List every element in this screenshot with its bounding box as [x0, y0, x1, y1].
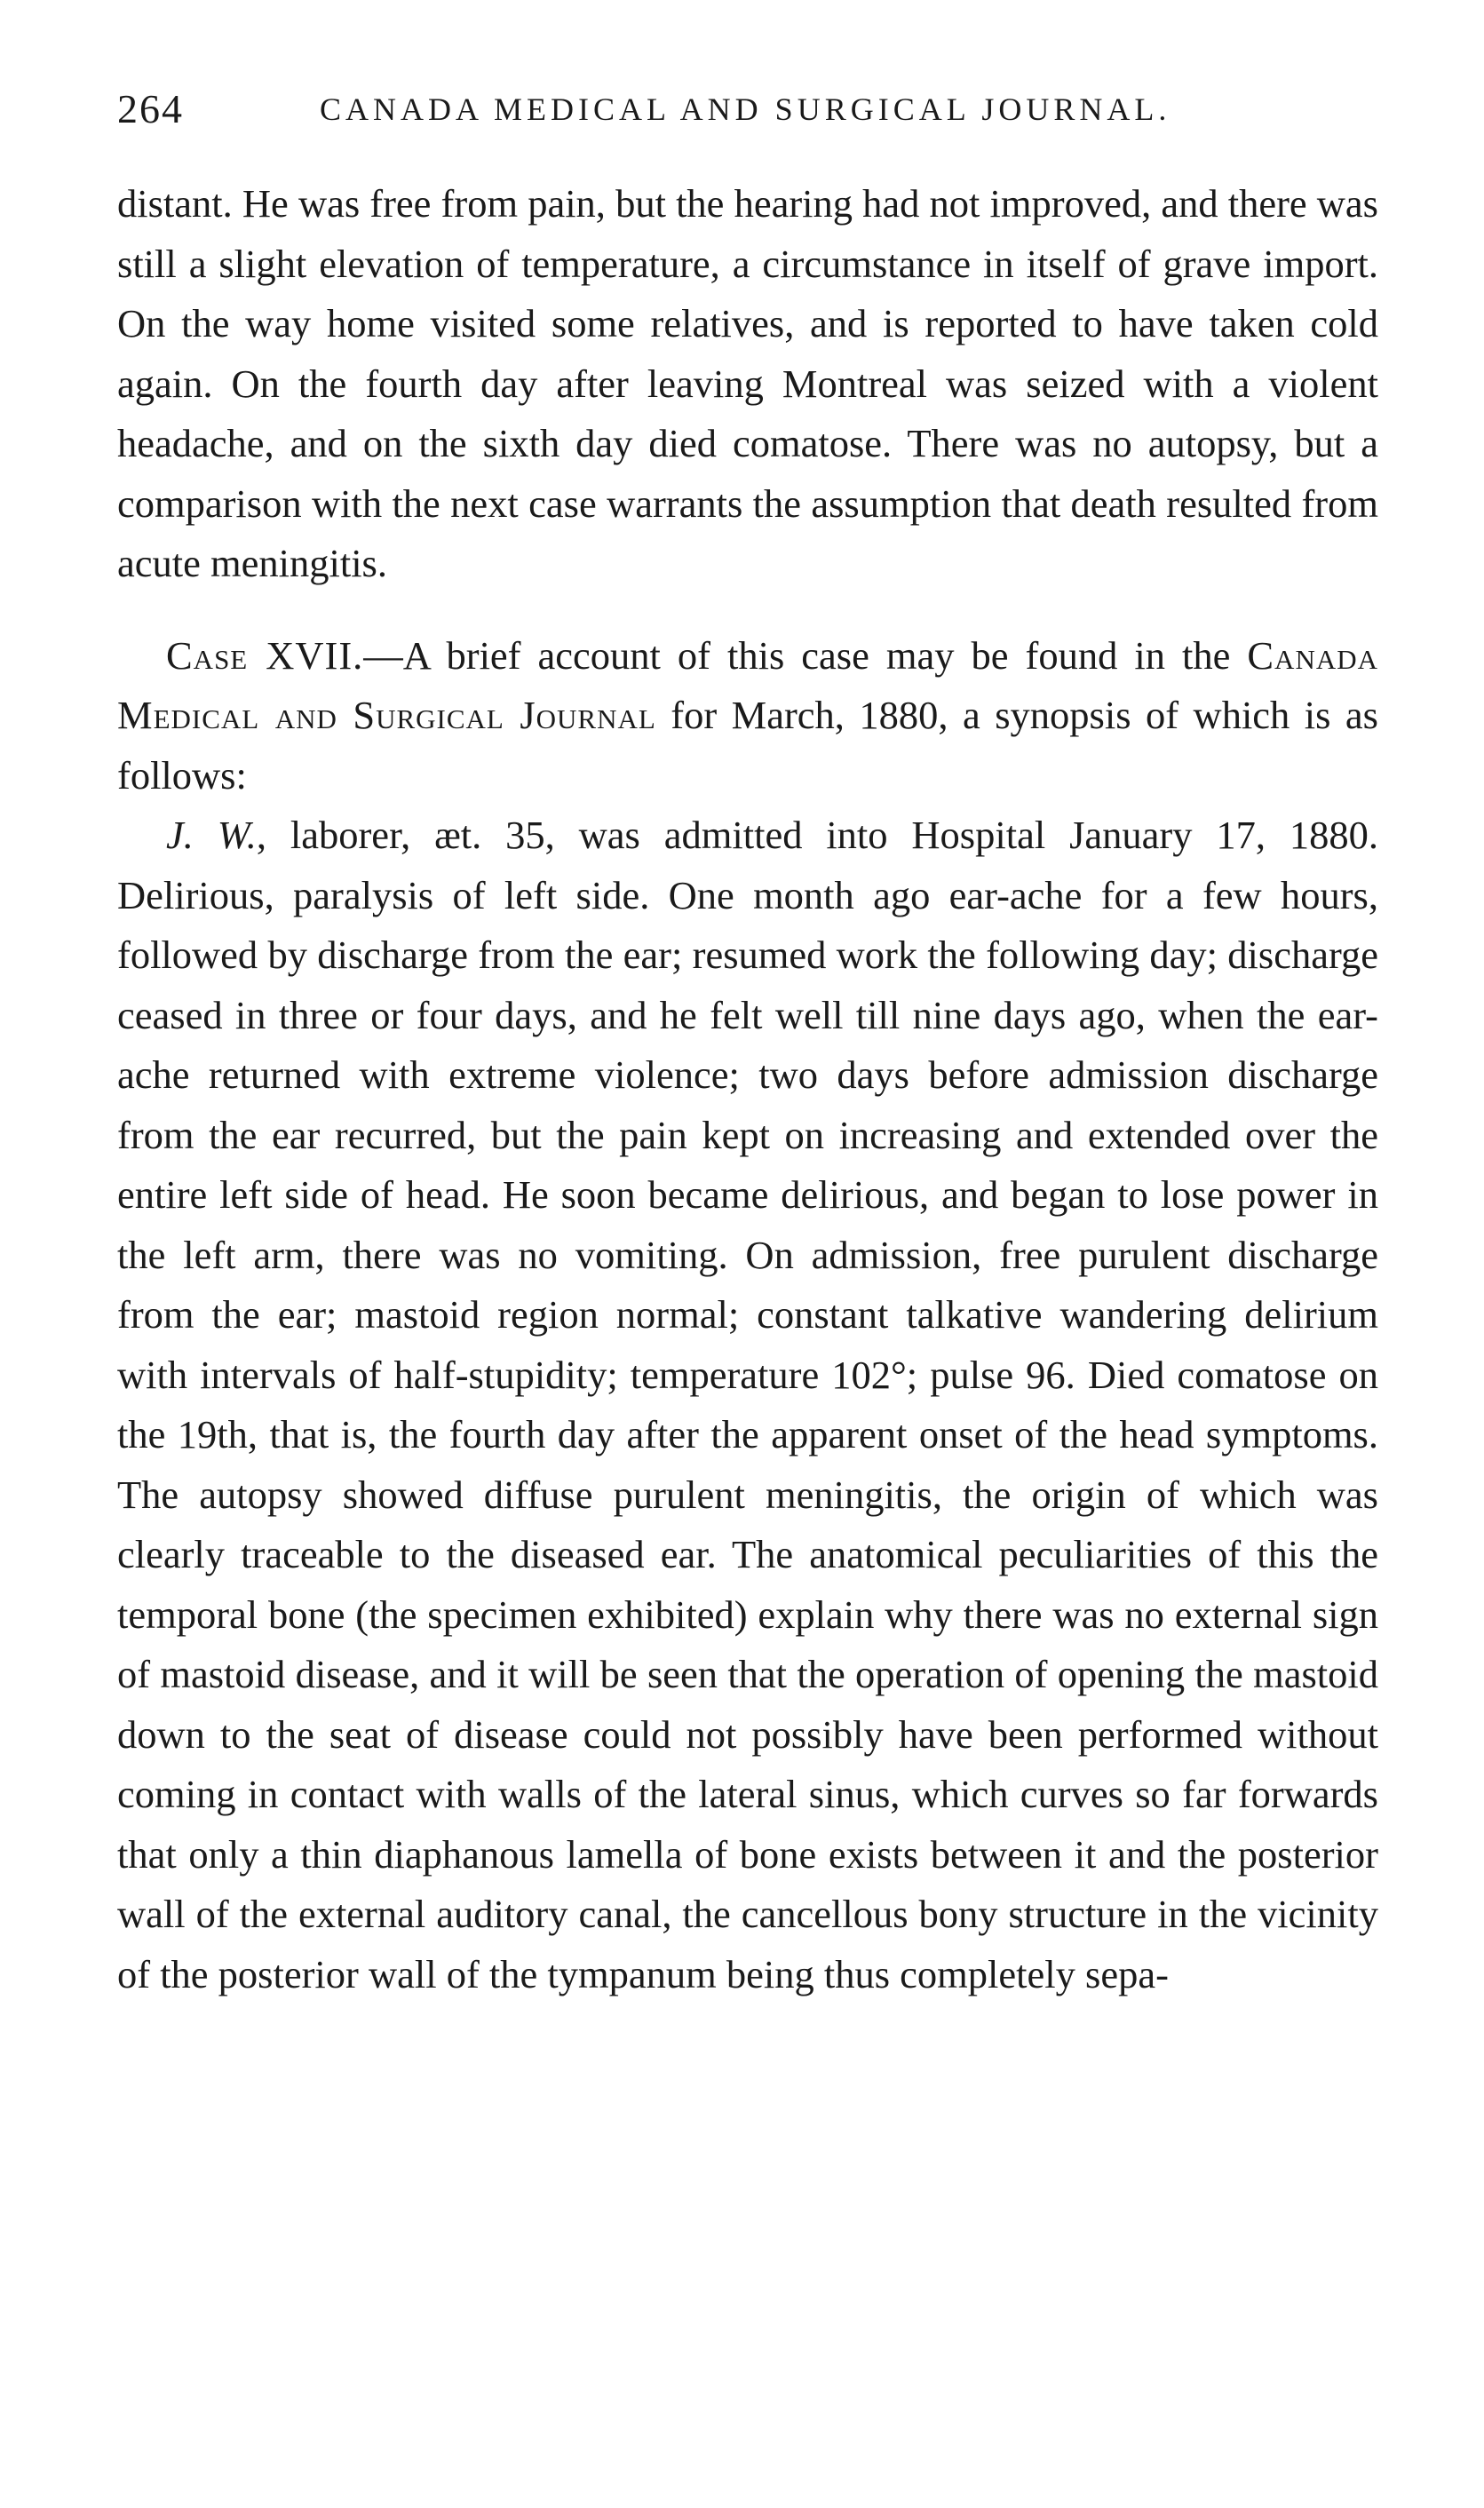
case-heading: Case XVII.: [166, 632, 364, 678]
patient-initials: J. W.: [166, 813, 257, 857]
running-head: [117, 85, 1378, 156]
document-page: [117, 85, 1378, 2004]
paragraph-case-intro: [117, 626, 1378, 806]
case-synopsis-text: , laborer, æt. 35, was admitted into Hospital January 17, 1880. Delirious, paralysis of left side. One month ago ear-ache for a few hours, followed by discharge from the ear; resumed work the following day; discharge ceased in three or four days, and he felt well till nine days ago, when the ear-ache returned with extreme violence; two days before admission discharge from the ear recurred, but the pain kept on increasing and extended over the entire left side of head. He soon became delirious, and began to lose power in the left arm, there was no vomiting. On admission, free purulent discharge from the ear; mastoid region normal; constant talkative wandering delirium with intervals of half-stupidity; temperature 102°; pulse 96. Died comatose on the 19th, that is, the fourth day after the apparent onset of the head symptoms. The autopsy showed diffuse purulent meningitis, the origin of which was clearly traceable to the diseased ear. The anatomical peculiarities of this the temporal bone (the specimen exhibited) explain why there was no external sign of mastoid disease, and it will be seen that the operation of opening the mastoid down to the seat of disease could not possibly have been performed without coming in contact with walls of the lateral sinus, which curves so far forwards that only a thin diaphanous lamella of bone exists between it and the posterior wall of the external auditory canal, the cancellous bony structure in the vicinity of the posterior wall of the tympanum being thus completely sepa-: [117, 813, 1378, 1996]
case-intro-tail: for March, 1880, a synopsis of which is as follows:: [117, 693, 1379, 798]
journal-reference: Canada Medical and Surgical Journal: [117, 632, 1378, 737]
paragraph-continuation: distant. He was free from pain, but the hearing had not improved, and there was still a slight elevation of temperature, a circumstance in itself of grave import. On the way home visited some relatives, and is reported to have taken cold again. On the fourth day after leaving Montreal was seized with a violent headache, and on the sixth day died comatose. There was no autopsy, but a comparison with the next case warrants the assumption that death resulted from acute meningitis.: [117, 181, 1378, 585]
journal-title: CANADA MEDICAL AND SURGICAL JOURNAL.: [320, 91, 1171, 127]
case-intro-lead: —A brief account of this case may be found in the: [363, 632, 1231, 678]
paragraph-case-synopsis: [117, 806, 1378, 2004]
page-number: 264: [117, 86, 184, 131]
